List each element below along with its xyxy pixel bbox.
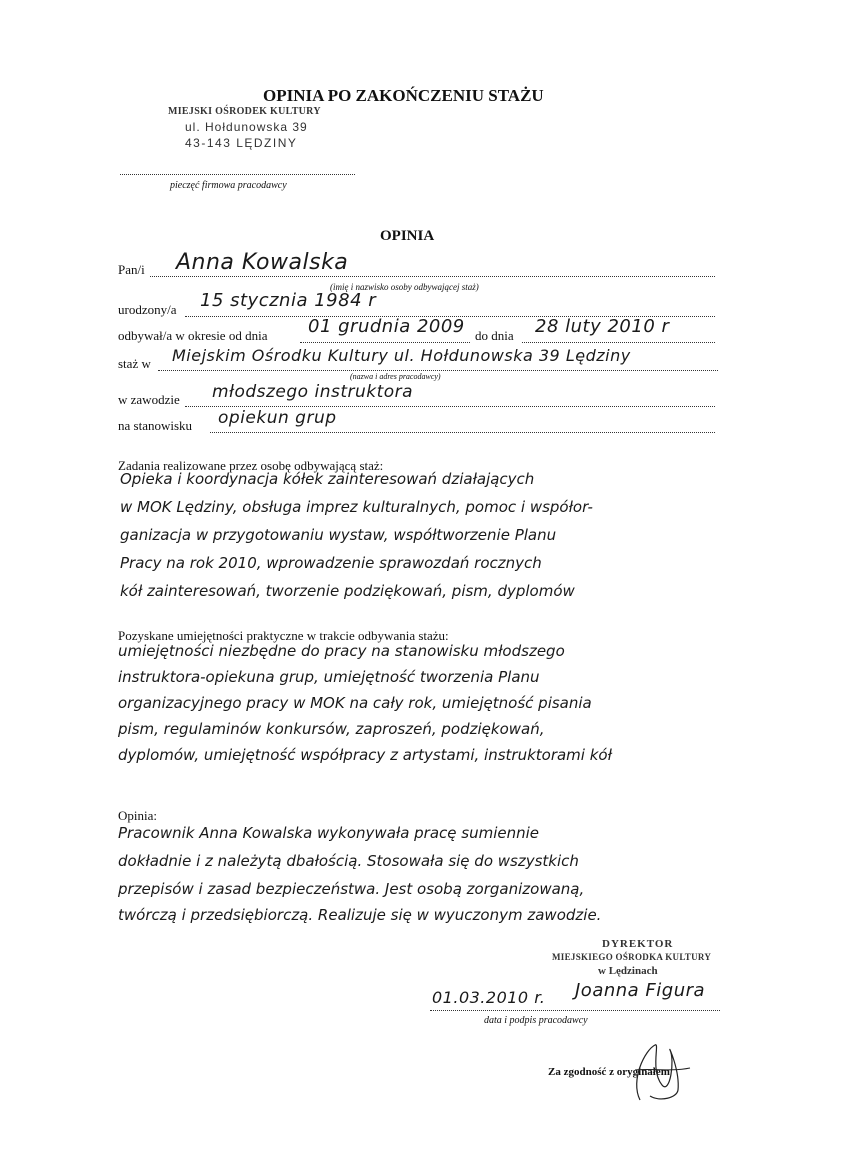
signature-date: 01.03.2010 r. [432,988,546,1007]
opinion-line: przepisów i zasad bezpieczeństwa. Jest osobą zorganizowaną, [118,880,585,898]
tasks-label: Zadania realizowane przez osobę odbywającą staż: [118,458,384,473]
position-line [210,432,715,433]
period-from-line [300,342,470,343]
profession-line [185,406,715,407]
period-from-value: 01 grudnia 2009 [308,316,465,337]
tasks-line: ganizacja w przygotowaniu wystaw, współtworzenie Planu [120,526,557,544]
tasks-line: Pracy na rok 2010, wprowadzenie sprawozdań rocznych [120,554,542,572]
place-line [158,370,718,371]
document-title: OPINIA PO ZAKOŃCZENIU STAŻU [263,86,544,105]
opinion-line: Pracownik Anna Kowalska wykonywała pracę sumiennie [118,824,540,842]
opinion-line: twórczą i przedsiębiorczą. Realizuje się w wyuczonym zawodzie. [118,906,602,924]
director-stamp-line2: MIEJSKIEGO OŚRODKA KULTURY [552,952,712,962]
name-caption: (imię i nazwisko osoby odbywającej staż) [330,282,479,292]
opinion-label: Opinia: [118,808,157,823]
name-line [150,276,715,277]
profession-value: młodszego instruktora [212,382,414,402]
period-to-line [522,342,715,343]
opinion-heading: OPINIA [380,228,435,244]
place-label: staż w [118,356,151,371]
born-label: urodzony/a [118,302,177,317]
profession-label: w zawodzie [118,392,180,407]
name-value: Anna Kowalska [176,250,349,275]
signature-name: Joanna Figura [575,980,706,1001]
opinion-line: dokładnie i z należytą dbałością. Stosowała się do wszystkich [118,852,579,870]
company-stamp-line2: ul. Hołdunowska 39 [185,120,308,134]
stamp-caption: pieczęć firmowa pracodawcy [170,180,287,191]
skills-label: Pozyskane umiejętności praktyczne w trakcie odbywania stażu: [118,628,449,643]
stamp-dotted-line [120,174,355,175]
company-stamp-line3: 43-143 LĘDZINY [185,136,298,150]
place-value: Miejskim Ośrodku Kultury ul. Hołdunowska 39 Lędziny [172,346,631,365]
certification-signature-scribble [620,1030,700,1110]
place-caption: (nazwa i adres pracodawcy) [350,372,441,381]
tasks-line: Opieka i koordynacja kółek zainteresowań działających [120,470,535,488]
period-label: odbywał/a w okresie od dnia [118,328,268,343]
signature-caption: data i podpis pracodawcy [484,1015,588,1026]
name-label: Pan/i [118,262,145,277]
born-value: 15 stycznia 1984 r [200,290,377,311]
position-label: na stanowisku [118,418,193,433]
skills-line: organizacyjnego pracy w MOK na cały rok, umiejętność pisania [118,694,592,712]
certification-text: Za zgodność z oryginałem [548,1066,670,1078]
period-to-value: 28 luty 2010 r [535,316,670,337]
signature-line [430,1010,720,1011]
skills-line: instruktora-opiekuna grup, umiejętność tworzenia Planu [118,668,540,686]
tasks-line: w MOK Lędziny, obsługa imprez kulturalnych, pomoc i współor- [120,498,593,516]
period-to-label: do dnia [475,328,514,343]
company-stamp-line1: MIEJSKI OŚRODEK KULTURY [168,106,321,117]
skills-line: dyplomów, umiejętność współpracy z artystami, instruktorami kół [118,746,612,764]
position-value: opiekun grup [218,408,337,428]
skills-line: umiejętności niezbędne do pracy na stanowisku młodszego [118,642,565,660]
tasks-line: kół zainteresowań, tworzenie podziękowań, pism, dyplomów [120,582,575,600]
director-stamp-line3: w Lędzinach [598,965,658,977]
skills-line: pism, regulaminów konkursów, zaproszeń, podziękowań, [118,720,545,738]
director-stamp-line1: DYREKTOR [602,938,674,950]
